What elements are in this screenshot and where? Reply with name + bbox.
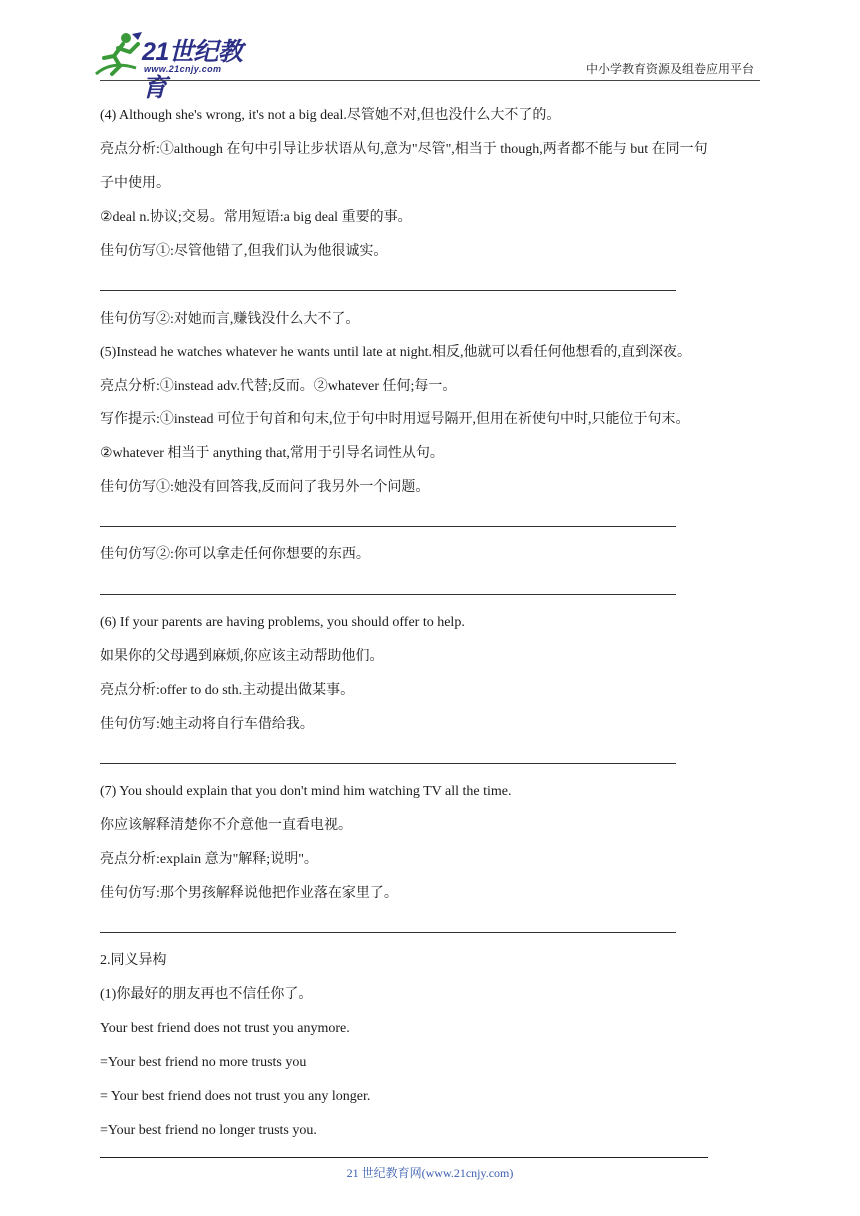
text-line: 亮点分析:①although 在句中引导让步状语从句,意为"尽管",相当于 though,两者都不能与 but 在同一句 <box>100 142 708 157</box>
text-line: (4) Although she's wrong, it's not a big deal.尽管她不对,但也没什么大不了的。 <box>100 108 561 123</box>
page-header <box>0 0 860 102</box>
text-line: 佳句仿写①:她没有回答我,反而问了我另外一个问题。 <box>100 480 430 495</box>
text-line: =Your best friend no more trusts you <box>100 1055 307 1070</box>
text-line: (7) You should explain that you don't mind him watching TV all the time. <box>100 784 512 799</box>
footer-divider <box>100 1157 708 1158</box>
answer-blank <box>100 526 676 527</box>
header-divider <box>100 80 760 81</box>
answer-blank <box>100 290 676 291</box>
text-line: 佳句仿写:那个男孩解释说他把作业落在家里了。 <box>100 886 398 901</box>
text-line: (6) If your parents are having problems, you should offer to help. <box>100 615 465 630</box>
text-line: 你应该解释清楚你不介意他一直看电视。 <box>100 818 352 833</box>
text-line: 佳句仿写①:尽管他错了,但我们认为他很诚实。 <box>100 244 388 259</box>
text-line: 亮点分析:explain 意为"解释;说明"。 <box>100 852 318 867</box>
text-line: 佳句仿写②:对她而言,赚钱没什么大不了。 <box>100 312 360 327</box>
platform-name: 中小学教育资源及组卷应用平台 <box>585 62 754 76</box>
text-line: =Your best friend no longer trusts you. <box>100 1123 317 1138</box>
answer-blank <box>100 594 676 595</box>
text-line: 写作提示:①instead 可位于句首和句末,位于句中时用逗号隔开,但用在祈使句中时,只能位于句末。 <box>100 412 690 427</box>
text-line: (1)你最好的朋友再也不信任你了。 <box>100 987 313 1002</box>
logo-text: 21世纪教育 <box>142 38 243 102</box>
text-line: (5)Instead he watches whatever he wants until late at night.相反,他就可以看任何他想看的,直到深夜。 <box>100 345 691 360</box>
text-line: ②deal n.协议;交易。常用短语:a big deal 重要的事。 <box>100 210 412 225</box>
text-line: ②whatever 相当于 anything that,常用于引导名词性从句。 <box>100 446 444 461</box>
footer-text: 21 世纪教育网(www.21cnjy.com) <box>346 1166 514 1180</box>
text-line: = Your best friend does not trust you any longer. <box>100 1089 371 1104</box>
text-line: 佳句仿写:她主动将自行车借给我。 <box>100 717 314 732</box>
logo <box>92 30 262 102</box>
runner-logo-icon <box>92 30 144 78</box>
answer-blank <box>100 932 676 933</box>
answer-blank <box>100 763 676 764</box>
text-line: Your best friend does not trust you anymore. <box>100 1021 350 1036</box>
text-line: 亮点分析:①instead adv.代替;反而。②whatever 任何;每一。 <box>100 379 457 394</box>
text-line: 子中使用。 <box>100 176 170 191</box>
logo-url: www.21cnjy.com <box>144 64 222 74</box>
text-line: 如果你的父母遇到麻烦,你应该主动帮助他们。 <box>100 649 384 664</box>
text-line: 佳句仿写②:你可以拿走任何你想要的东西。 <box>100 547 370 562</box>
text-line: 亮点分析:offer to do sth.主动提出做某事。 <box>100 683 355 698</box>
section-heading: 2.同义异构 <box>100 953 167 968</box>
